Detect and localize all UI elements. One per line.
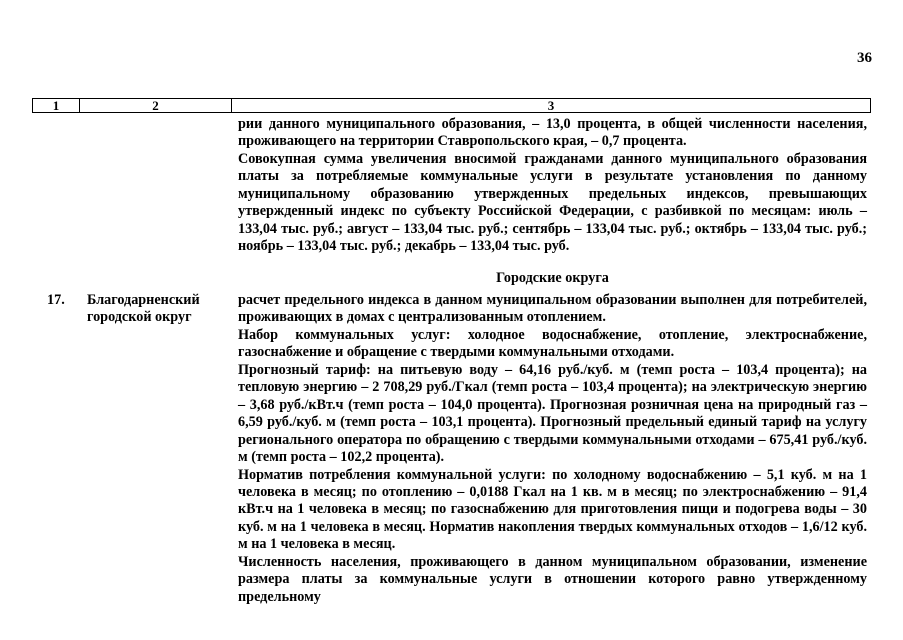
municipality-description bbox=[238, 292, 867, 606]
paragraph: Численность населения, проживающего в данном муниципальном образовании, изменение размера платы за коммунальные услуги в отношении которого равно утвержденному предельному bbox=[238, 553, 867, 605]
row-number: 17. bbox=[47, 292, 65, 308]
municipality-name: Благодарненский городской округ bbox=[87, 292, 200, 326]
continued-text-block bbox=[238, 116, 867, 256]
column-number-3: 3 bbox=[547, 98, 555, 113]
column-number-2: 2 bbox=[80, 99, 232, 112]
section-heading: Городские округа bbox=[496, 270, 609, 286]
paragraph: Совокупная сумма увеличения вносимой гражданами данного муниципального образования платы за потребляемые коммунальные услуги в результате установления по данному муниципальному образованию утвержденных предельных индексов, превышающих утвержденный индекс по субъекту Российской Федерации, с разбивкой по месяцам: июль – 133,04 тыс. руб.; август – 133,04 тыс. руб.; сентябрь – 133,04 тыс. руб.; октябрь – 133,04 тыс. руб.; ноябрь – 133,04 тыс. руб.; декабрь – 133,04 тыс. руб. bbox=[238, 150, 867, 255]
paragraph: рии данного муниципального образования, – 13,0 процента, в общей численности населения, проживающего на территории Ставропольского края, – 0,7 процента. bbox=[238, 116, 867, 150]
column-number-1: 1 bbox=[33, 99, 80, 112]
page-number: 36 bbox=[857, 50, 872, 66]
paragraph: расчет предельного индекса в данном муниципальном образовании выполнен для потребителей, проживающих в домах с централизованным отоплением. bbox=[238, 292, 867, 326]
paragraph: Набор коммунальных услуг: холодное водоснабжение, отопление, электроснабжение, газоснабжение и обращение с твердыми коммунальными отходами. bbox=[238, 326, 867, 361]
paragraph: Прогнозный тариф: на питьевую воду – 64,16 руб./куб. м (темп роста – 103,4 процента); на тепловую энергию – 2 708,29 руб./Гкал (темп роста – 103,4 процента); на электрическую энергию – 3,68 руб./кВт.ч (темп роста – 104,0 процента). Прогнозная розничная цена на природный газ – 6,59 руб./куб. м (темп роста – 103,1 процента). Прогнозный предельный единый тариф на услугу регионального оператора по обращению с твердыми коммунальными отходами – 675,41 руб./куб. м (темп роста – 102,2 процента). bbox=[238, 361, 867, 466]
table-column-header bbox=[32, 98, 871, 113]
paragraph: Норматив потребления коммунальной услуги: по холодному водоснабжению – 5,1 куб. м на 1 человека в месяц; по отоплению – 0,0188 Гкал на 1 кв. м в месяц; по электроснабжению – 91,4 кВт.ч на 1 человека в месяц; по газоснабжению для приготовления пищи и подогрева воды – 30 куб. м на 1 человека в месяц. Норматив накопления твердых коммунальных отходов – 1,6/12 куб. м на 1 человека в месяц. bbox=[238, 466, 867, 553]
